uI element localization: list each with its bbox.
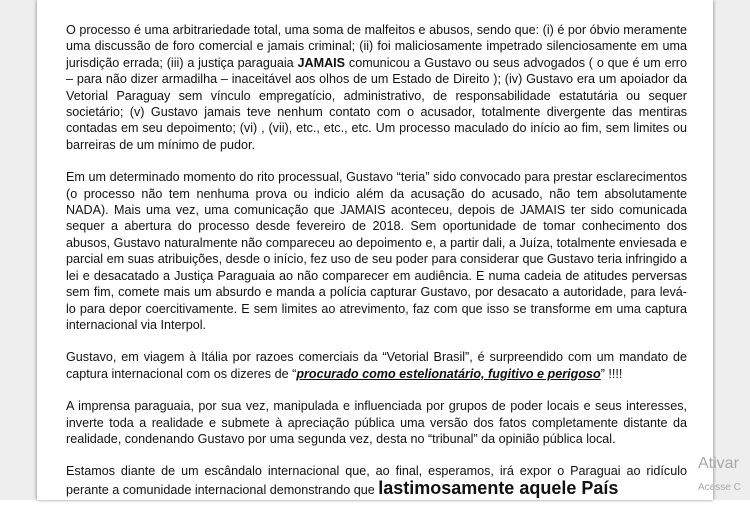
document-body [66, 22, 687, 514]
watermark-subtitle: Acesse C [698, 482, 741, 493]
windows-activation-watermark [698, 455, 750, 494]
paragraph-international-scandal [66, 463, 687, 498]
paragraph-text: comunicou a Gustavo ou seus advogados ( o que é um erro – para não dizer armadilha – inaceitável aos olhos de um Estado de Direito ); (iv) Gustavo era um apoiador da Vetorial Paraguay sem vínculo empregatício, administrativo, de responsabilidade estatutária ou sequer societário; (v) Gustavo jamais teve nenhum contato com o acusador, totalmente divergente das mentiras contadas em seu depoimento; (vi) , (vii), etc., etc., etc. Um processo maculado do início ao fim, sem limites ou barreiras de um mínimo de pudor. [66, 55, 687, 152]
paragraph-text: Gustavo, em viagem à Itália por razoes comerciais da “Vetorial Brasil”, é surpreendido com um mandato de captura internacional com os dizeres de “ [66, 350, 687, 381]
paragraph-summons: Em um determinado momento do rito processual, Gustavo “teria” sido convocado para prestar esclarecimentos (o processo não tem nenhuma prova ou indicio além da acusação do acusado, não tem absolutamente NADA). Mais uma vez, uma comunicação que JAMAIS aconteceu, depois de JAMAIS ter sido comunicada sequer a abertura do processo desde fevereiro de 2018. Sem oportunidade de tomar conhecimento dos abusos, Gustavo naturalmente não compareceu ao depoimento e, a partir dali, a Juíza, totalmente enviesada e parcial em suas atribuições, desde o início, fez uso de seu poder para considerar que Gustavo teria infringido a lei e desacatado a Justiça Paraguaia ao não comparecer em audiência. E numa cadeia de atitudes perversas sem fim, comete mais um absurdo e manda a polícia capturar Gustavo, por desacato a autoridade, para levá-lo para depor coercitivamente. E sem limites ao atrevimento, faz com que isso se transforme em uma captura internacional via Interpol. [66, 170, 687, 332]
paragraph-press: A imprensa paraguaia, por sua vez, manipulada e influenciada por grupos de poder locais e seus interesses, inverte toda a realidade e submete à apreciação pública uma versão dos fatos completamente distante da realidade, condenando Gustavo por uma segunda vez, desta no “tribunal” da opinião pública local. [66, 399, 687, 446]
paragraph-text: ” !!!! [600, 366, 623, 381]
paragraph-process-abuses [66, 22, 687, 153]
document-page [37, 0, 713, 500]
warrant-quote: procurado como estelionatário, fugitivo e perigoso [296, 366, 601, 381]
watermark-title: Ativar [698, 455, 739, 472]
paragraph-text: Estamos diante de um escândalo internacional que, ao final, esperamos, irá expor o Paraguai ao ridículo perante a comunidade internacional demonstrando que [66, 464, 687, 497]
paragraph-italy-warrant [66, 349, 687, 382]
emphasis-jamais: JAMAIS [297, 55, 346, 70]
emphasis-large-text: lastimosamente aquele País [378, 477, 619, 498]
paragraph-text: O processo é uma arbitrariedade total, uma soma de malfeitos e abusos, sendo que: (i) é por óbvio meramente uma discussão de foro comercial e jamais criminal; (ii) foi maliciosamente impetrado silenciosamente em uma jurisdição errada; (iii) a justiça paraguaia [66, 23, 687, 70]
